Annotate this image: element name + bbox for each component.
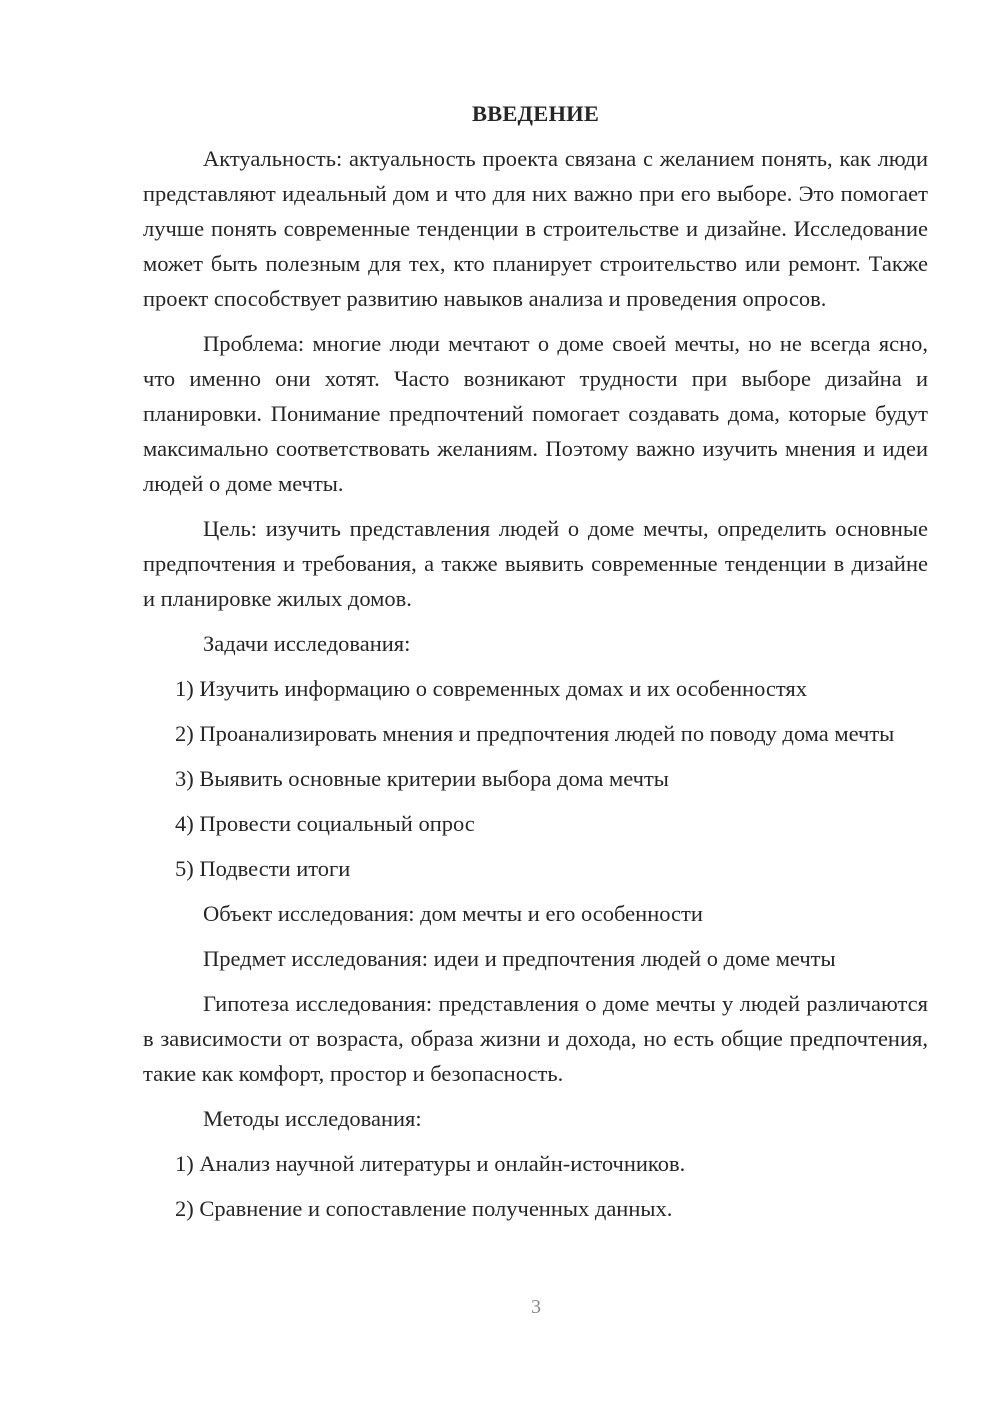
task-item-1: 1) Изучить информацию о современных домах и их особенностях — [175, 676, 808, 701]
hypothesis-paragraph: Гипотеза исследования: представления о доме мечты у людей различаются в зависимости от возраста, образа жизни и дохода, но есть общие предпочтения, такие как комфорт, простор и безопасность. — [143, 991, 928, 1086]
method-item-1: 1) Анализ научной литературы и онлайн-источников. — [175, 1151, 686, 1176]
methods-heading: Методы исследования: — [203, 1106, 422, 1131]
document-body — [143, 96, 928, 1236]
subject-paragraph: Предмет исследования: идеи и предпочтения людей о доме мечты — [203, 946, 836, 971]
section-title: ВВЕДЕНИЕ — [471, 101, 600, 126]
method-item-2: 2) Сравнение и сопоставление полученных данных. — [175, 1196, 673, 1221]
task-item-5: 5) Подвести итоги — [175, 856, 351, 881]
tasks-heading: Задачи исследования: — [203, 631, 411, 656]
task-item-4: 4) Провести социальный опрос — [175, 811, 475, 836]
page-number: 3 — [531, 1296, 541, 1318]
object-paragraph: Объект исследования: дом мечты и его особенности — [203, 901, 703, 926]
task-item-2: 2) Проанализировать мнения и предпочтения людей по поводу дома мечты — [175, 721, 895, 746]
task-item-3: 3) Выявить основные критерии выбора дома мечты — [175, 766, 669, 791]
goal-paragraph: Цель: изучить представления людей о доме мечты, определить основные предпочтения и требования, а также выявить современные тенденции в дизайне и планировке жилых домов. — [143, 516, 928, 611]
problem-paragraph: Проблема: многие люди мечтают о доме своей мечты, но не всегда ясно, что именно они хотят. Часто возникают трудности при выборе дизайна и планировки. Понимание предпочтений помогает создавать дома, которые будут максимально соответствовать желаниям. Поэтому важно изучить мнения и идеи людей о доме мечты. — [143, 331, 928, 496]
relevance-paragraph: Актуальность: актуальность проекта связана с желанием понять, как люди представляют идеальный дом и что для них важно при его выборе. Это помогает лучше понять современные тенденции в строительстве и дизайне. Исследование может быть полезным для тех, кто планирует строительство или ремонт. Также проект способствует развитию навыков анализа и проведения опросов. — [143, 146, 928, 311]
